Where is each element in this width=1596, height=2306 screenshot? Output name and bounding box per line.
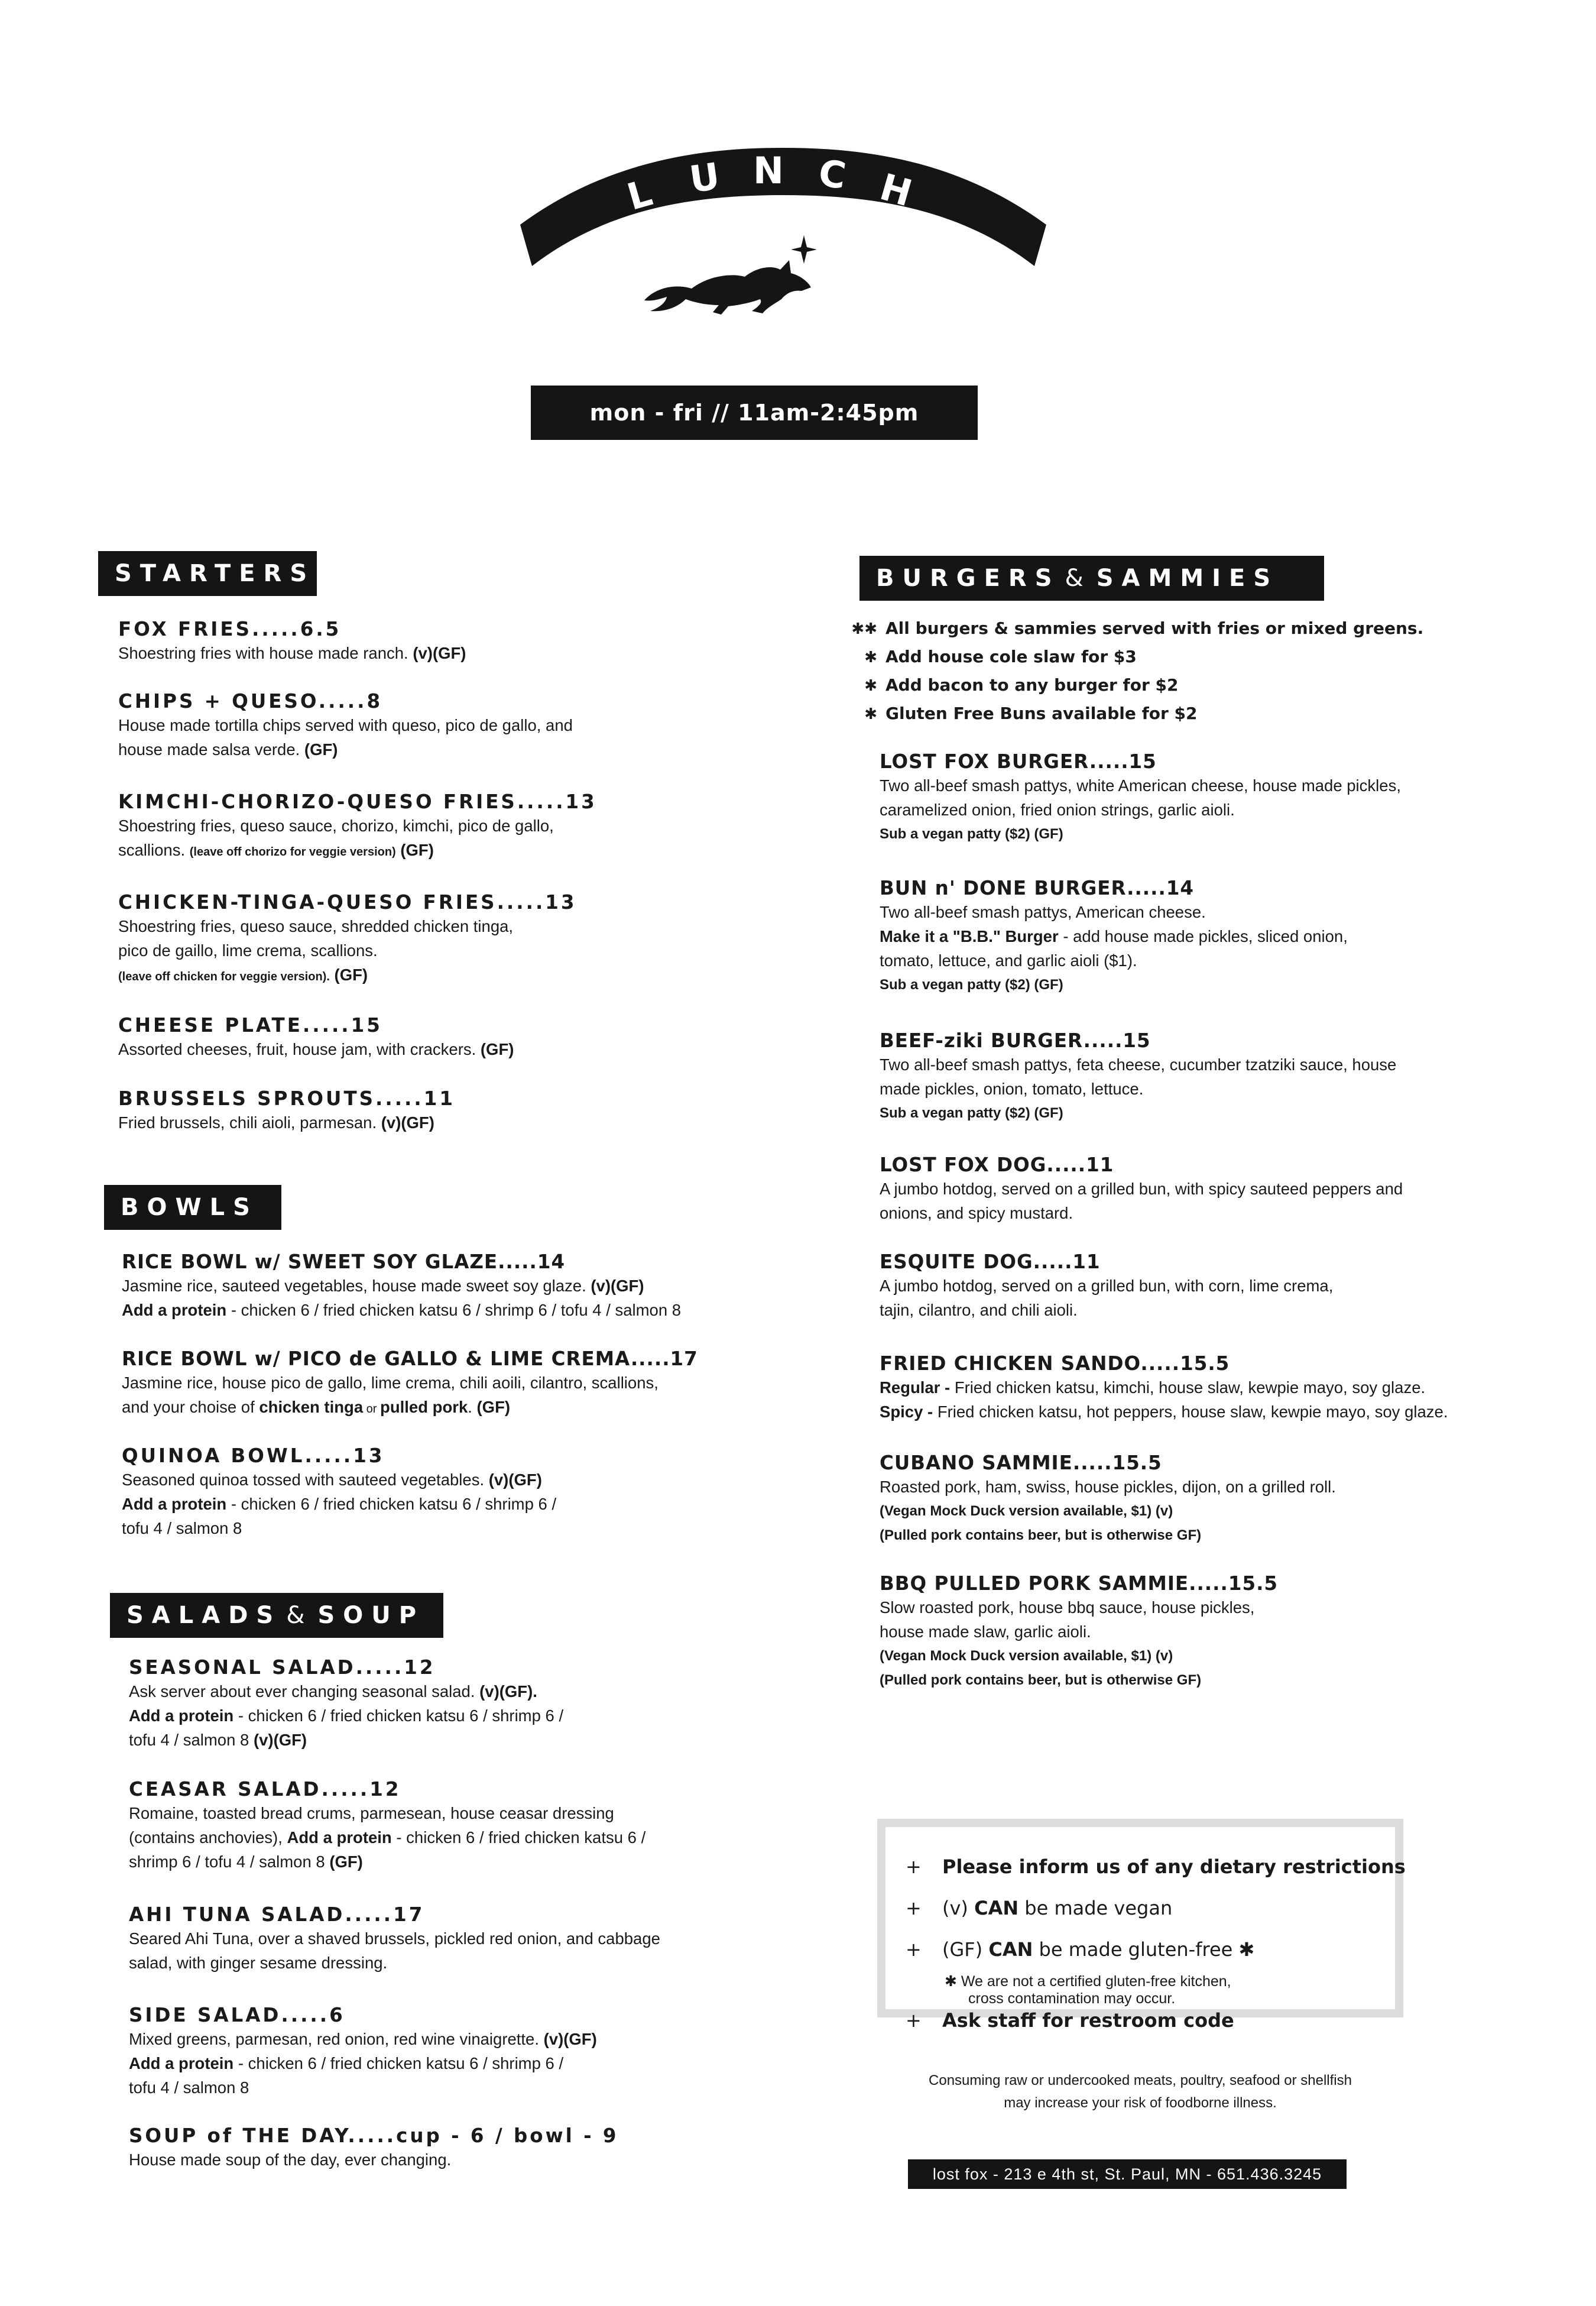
dietary-tag: (v)(GF): [488, 1471, 542, 1489]
menu-item-soup-of-the-day: [129, 2124, 619, 2172]
section-sammies-title: SAMMIES: [1096, 565, 1279, 592]
item-desc: Fried chicken katsu, kimchi, house slaw, kewpie mayo, soy glaze.: [954, 1378, 1426, 1397]
item-title: RICE BOWL w/ PICO de GALLO & LIME CREMA.....17: [122, 1348, 698, 1370]
item-desc: Ask server about ever changing seasonal salad.: [129, 1682, 480, 1701]
item-title: SOUP of THE DAY.....cup - 6 / bowl - 9: [129, 2124, 619, 2147]
item-desc: Roasted pork, ham, swiss, house pickles, dijon, on a grilled roll.: [880, 1478, 1336, 1496]
burger-note-bacon: [850, 675, 1178, 695]
menu-item-chicken-tinga-queso-fries: [118, 890, 577, 989]
item-desc: tajin, cilantro, and chili aioli.: [880, 1301, 1078, 1319]
vegan-option: Sub a vegan patty ($2) (GF): [880, 977, 1063, 993]
section-burgers-title: BURGERS: [876, 565, 1060, 592]
item-note: (leave off chorizo for veggie version): [189, 846, 396, 859]
item-note: (Vegan Mock Duck version available, $1) (v): [880, 1648, 1173, 1664]
item-desc: - chicken 6 / fried chicken katsu 6 /: [391, 1828, 646, 1847]
item-desc: House made tortilla chips served with queso, pico de gallo, and: [118, 716, 573, 734]
dietary-tag: (GF): [329, 966, 368, 984]
item-desc: Two all-beef smash pattys, feta cheese, cucumber tzatziki sauce, house: [880, 1055, 1397, 1074]
item-desc: Seasoned quinoa tossed with sauteed vegetables.: [122, 1471, 489, 1489]
item-desc: - chicken 6 / fried chicken katsu 6 / shrimp 6 / tofu 4 / salmon 8: [226, 1301, 682, 1319]
item-desc: Two all-beef smash pattys, white American cheese, house made pickles,: [880, 776, 1401, 795]
item-desc: Shoestring fries, queso sauce, chorizo, kimchi, pico de gallo,: [118, 817, 554, 835]
item-desc: Shoestring fries, queso sauce, shredded chicken tinga,: [118, 917, 514, 935]
svg-text:H: H: [875, 165, 917, 215]
menu-item-beef-ziki-burger: [880, 1029, 1396, 1125]
item-desc: tofu 4 / salmon 8: [122, 1519, 242, 1537]
lunch-banner: [508, 136, 1058, 325]
item-title: QUINOA BOWL.....13: [122, 1445, 385, 1467]
item-desc: - chicken 6 / fried chicken katsu 6 / shrimp 6 /: [233, 1706, 564, 1725]
menu-item-esquite-dog: [880, 1250, 1333, 1322]
note-text: All burgers & sammies served with fries or mixed greens.: [885, 618, 1424, 638]
dietary-tag: (GF): [480, 1040, 514, 1058]
note-text: Gluten Free Buns available for $2: [885, 704, 1198, 723]
section-soup-title: SOUP: [317, 1602, 425, 1629]
dietary-tag: (GF): [329, 1852, 363, 1871]
menu-item-bbq-pulled-pork-sammie: [880, 1572, 1278, 1692]
menu-item-lost-fox-burger: [880, 750, 1401, 846]
svg-text:L: L: [622, 170, 657, 219]
fox-logo: [644, 260, 811, 315]
item-title: LOST FOX BURGER.....15: [880, 750, 1157, 773]
burger-note-gf-buns: [850, 704, 1198, 723]
item-desc: Jasmine rice, house pico de gallo, lime crema, chili aoili, cilantro, scallions,: [122, 1374, 658, 1392]
item-desc: Fried chicken katsu, hot peppers, house slaw, kewpie mayo, soy glaze.: [937, 1403, 1448, 1421]
item-desc: scallions.: [118, 841, 190, 859]
item-title: BBQ PULLED PORK SAMMIE.....15.5: [880, 1572, 1279, 1595]
note-text: Add house cole slaw for $3: [885, 647, 1137, 666]
dietary-tag: (v)(GF): [413, 644, 466, 662]
info-gf-kitchen-note: ✱ We are not a certified gluten-free kitchen,: [945, 1973, 1231, 1990]
item-title: CHICKEN-TINGA-QUESO FRIES.....13: [118, 891, 577, 914]
item-desc: made pickles, onion, tomato, lettuce.: [880, 1080, 1144, 1098]
burger-note-slaw: [850, 647, 1137, 666]
item-title: CHEESE PLATE.....15: [118, 1014, 382, 1037]
item-title: AHI TUNA SALAD.....17: [129, 1903, 425, 1926]
item-title: SEASONAL SALAD.....12: [129, 1656, 436, 1679]
ampersand: &: [1065, 565, 1086, 592]
vegan-option: Sub a vegan patty ($2) (GF): [880, 826, 1063, 842]
add-protein-label: Add a protein: [129, 1706, 234, 1725]
disclaimer-line: Consuming raw or undercooked meats, poultry, seafood or shellfish: [929, 2072, 1352, 2088]
item-desc: .: [468, 1398, 477, 1416]
menu-item-quinoa-bowl: [122, 1444, 556, 1540]
item-title: LOST FOX DOG.....11: [880, 1154, 1114, 1176]
section-bowls: [104, 1185, 281, 1230]
menu-item-kimchi-chorizo-queso-fries: [118, 790, 597, 864]
item-title: RICE BOWL w/ SWEET SOY GLAZE.....14: [122, 1251, 566, 1273]
dietary-tag: (GF): [395, 841, 434, 859]
option-pulled-pork: pulled pork: [380, 1398, 468, 1416]
item-title: CEASAR SALAD.....12: [129, 1778, 401, 1800]
item-desc: (contains anchovies),: [129, 1828, 287, 1847]
info-restroom-code: + Ask staff for restroom code: [906, 2009, 1234, 2032]
hours-bar: mon - fri // 11am-2:45pm: [531, 386, 978, 440]
footer-address-bar: lost fox - 213 e 4th st, St. Paul, MN - 651.436.3245: [908, 2159, 1347, 2189]
menu-item-seasonal-salad: [129, 1656, 563, 1752]
star-icon: [791, 235, 817, 264]
dietary-tag: (v)(GF): [253, 1731, 307, 1749]
item-title: FOX FRIES.....6.5: [118, 618, 342, 640]
item-desc: caramelized onion, fried onion strings, garlic aioli.: [880, 801, 1235, 819]
item-title: CUBANO SAMMIE.....15.5: [880, 1452, 1162, 1474]
dietary-tag: (GF): [476, 1398, 511, 1416]
item-note: (Vegan Mock Duck version available, $1) (v): [880, 1503, 1173, 1519]
foodborne-disclaimer: [877, 2069, 1403, 2114]
disclaimer-line: may increase your risk of foodborne illness.: [1004, 2095, 1277, 2111]
asterisk-icon: ✱: [864, 677, 877, 695]
item-title: BUN n' DONE BURGER.....14: [880, 877, 1195, 899]
item-desc: tofu 4 / salmon 8: [129, 1731, 254, 1749]
section-salads-soup: [110, 1593, 443, 1638]
plus-icon: +: [906, 2009, 922, 2032]
asterisk-icon: ✱: [864, 705, 877, 723]
item-title: KIMCHI-CHORIZO-QUESO FRIES.....13: [118, 791, 597, 813]
dietary-info-box: [877, 1819, 1406, 2032]
item-title: BRUSSELS SPROUTS.....11: [118, 1087, 455, 1110]
menu-item-cubano-sammie: [880, 1451, 1336, 1547]
option-chicken-tinga: chicken tinga: [259, 1398, 364, 1416]
item-desc: A jumbo hotdog, served on a grilled bun, with spicy sauteed peppers and: [880, 1180, 1403, 1198]
item-title: FRIED CHICKEN SANDO.....15.5: [880, 1352, 1230, 1375]
burger-note-sides: [850, 618, 1423, 638]
section-burgers-sammies: [859, 556, 1324, 601]
item-note: (leave off chicken for veggie version).: [118, 970, 330, 983]
variant-label: Spicy -: [880, 1403, 938, 1421]
item-desc: house made slaw, garlic aioli.: [880, 1622, 1091, 1641]
asterisk-icon: ✱✱: [851, 620, 877, 638]
menu-item-brussels-sprouts: [118, 1087, 455, 1135]
item-desc: onions, and spicy mustard.: [880, 1204, 1073, 1222]
item-desc: Jasmine rice, sauteed vegetables, house made sweet soy glaze.: [122, 1277, 591, 1295]
info-gluten-free: + (GF) CAN be made gluten-free ✱: [906, 1938, 1255, 1961]
menu-item-bun-n-done-burger: [880, 876, 1348, 997]
item-desc: Seared Ahi Tuna, over a shaved brussels, pickled red onion, and cabbage: [129, 1929, 660, 1948]
menu-item-ahi-tuna-salad: [129, 1903, 660, 1975]
item-desc: house made salsa verde.: [118, 740, 304, 759]
item-desc: pico de gaillo, lime crema, scallions.: [118, 941, 378, 960]
asterisk-icon: ✱: [864, 649, 877, 666]
info-vegan: + (v) CAN be made vegan: [906, 1897, 1173, 1919]
add-protein-label: Add a protein: [287, 1828, 392, 1847]
menu-item-fox-fries: [118, 617, 466, 665]
svg-text:N: N: [753, 149, 784, 192]
item-desc: House made soup of the day, ever changing.: [129, 2150, 452, 2169]
dietary-tag: (v)(GF): [543, 2030, 597, 2048]
vegan-option: Sub a vegan patty ($2) (GF): [880, 1105, 1063, 1121]
plus-icon: +: [906, 1855, 922, 1878]
section-starters: [98, 551, 317, 596]
section-salads-title: SALADS: [126, 1602, 282, 1629]
item-note: (Pulled pork contains beer, but is otherwise GF): [880, 1527, 1202, 1543]
item-desc: Fried brussels, chili aioli, parmesan.: [118, 1113, 381, 1132]
item-desc: - chicken 6 / fried chicken katsu 6 / shrimp 6 /: [226, 1495, 557, 1513]
menu-item-fried-chicken-sando: [880, 1352, 1448, 1424]
add-protein-label: Add a protein: [122, 1495, 227, 1513]
item-desc: Romaine, toasted bread crums, parmesean, house ceasar dressing: [129, 1804, 614, 1822]
item-desc: or: [363, 1403, 381, 1416]
item-desc: tofu 4 / salmon 8: [129, 2078, 249, 2097]
item-title: ESQUITE DOG.....11: [880, 1251, 1101, 1273]
item-desc: Two all-beef smash pattys, American cheese.: [880, 903, 1206, 921]
item-desc: Mixed greens, parmesan, red onion, red wine vinaigrette.: [129, 2030, 544, 2048]
svg-text:C: C: [816, 151, 849, 198]
add-protein-label: Add a protein: [122, 1301, 227, 1319]
menu-item-cheese-plate: [118, 1013, 514, 1061]
plus-icon: +: [906, 1897, 922, 1919]
item-title: CHIPS + QUESO.....8: [118, 690, 383, 712]
ampersand: &: [286, 1602, 307, 1629]
item-desc: Shoestring fries with house made ranch.: [118, 644, 413, 662]
svg-text:U: U: [686, 154, 723, 202]
menu-item-side-salad: [129, 2003, 597, 2100]
info-dietary-restrictions: + Please inform us of any dietary restrictions: [906, 1855, 1406, 1878]
menu-item-lost-fox-dog: [880, 1153, 1403, 1225]
menu-item-rice-bowl-soy: [122, 1250, 681, 1322]
item-desc: and your choise of: [122, 1398, 259, 1416]
dietary-tag: (v)(GF).: [479, 1682, 537, 1701]
add-protein-label: Add a protein: [129, 2054, 234, 2072]
item-desc: - chicken 6 / fried chicken katsu 6 / shrimp 6 /: [233, 2054, 564, 2072]
menu-item-rice-bowl-pico: [122, 1347, 698, 1421]
menu-item-ceasar-salad: [129, 1777, 645, 1874]
menu-item-chips-queso: [118, 689, 573, 762]
item-desc: - add house made pickles, sliced onion,: [1058, 927, 1348, 945]
variant-label: Regular -: [880, 1378, 955, 1397]
item-desc: tomato, lettuce, and garlic aioli ($1).: [880, 951, 1137, 970]
upgrade-label: Make it a "B.B." Burger: [880, 927, 1059, 945]
note-text: Add bacon to any burger for $2: [885, 675, 1179, 695]
plus-icon: +: [906, 1938, 922, 1961]
item-title: SIDE SALAD.....6: [129, 2004, 345, 2026]
item-note: (Pulled pork contains beer, but is otherwise GF): [880, 1672, 1202, 1688]
section-bowls-title: BOWLS: [121, 1194, 258, 1221]
item-desc: Assorted cheeses, fruit, house jam, with crackers.: [118, 1040, 481, 1058]
item-desc: A jumbo hotdog, served on a grilled bun, with corn, lime crema,: [880, 1277, 1334, 1295]
item-desc: Slow roasted pork, house bbq sauce, house pickles,: [880, 1598, 1255, 1617]
dietary-tag: (v)(GF): [381, 1113, 434, 1132]
item-desc: salad, with ginger sesame dressing.: [129, 1954, 388, 1972]
item-title: BEEF-ziki BURGER.....15: [880, 1029, 1151, 1052]
item-desc: shrimp 6 / tofu 4 / salmon 8: [129, 1852, 330, 1871]
dietary-tag: (GF): [304, 740, 338, 759]
info-cross-contamination-note: cross contamination may occur.: [968, 1990, 1176, 2007]
section-starters-title: STARTERS: [115, 560, 316, 587]
dietary-tag: (v)(GF): [591, 1277, 644, 1295]
